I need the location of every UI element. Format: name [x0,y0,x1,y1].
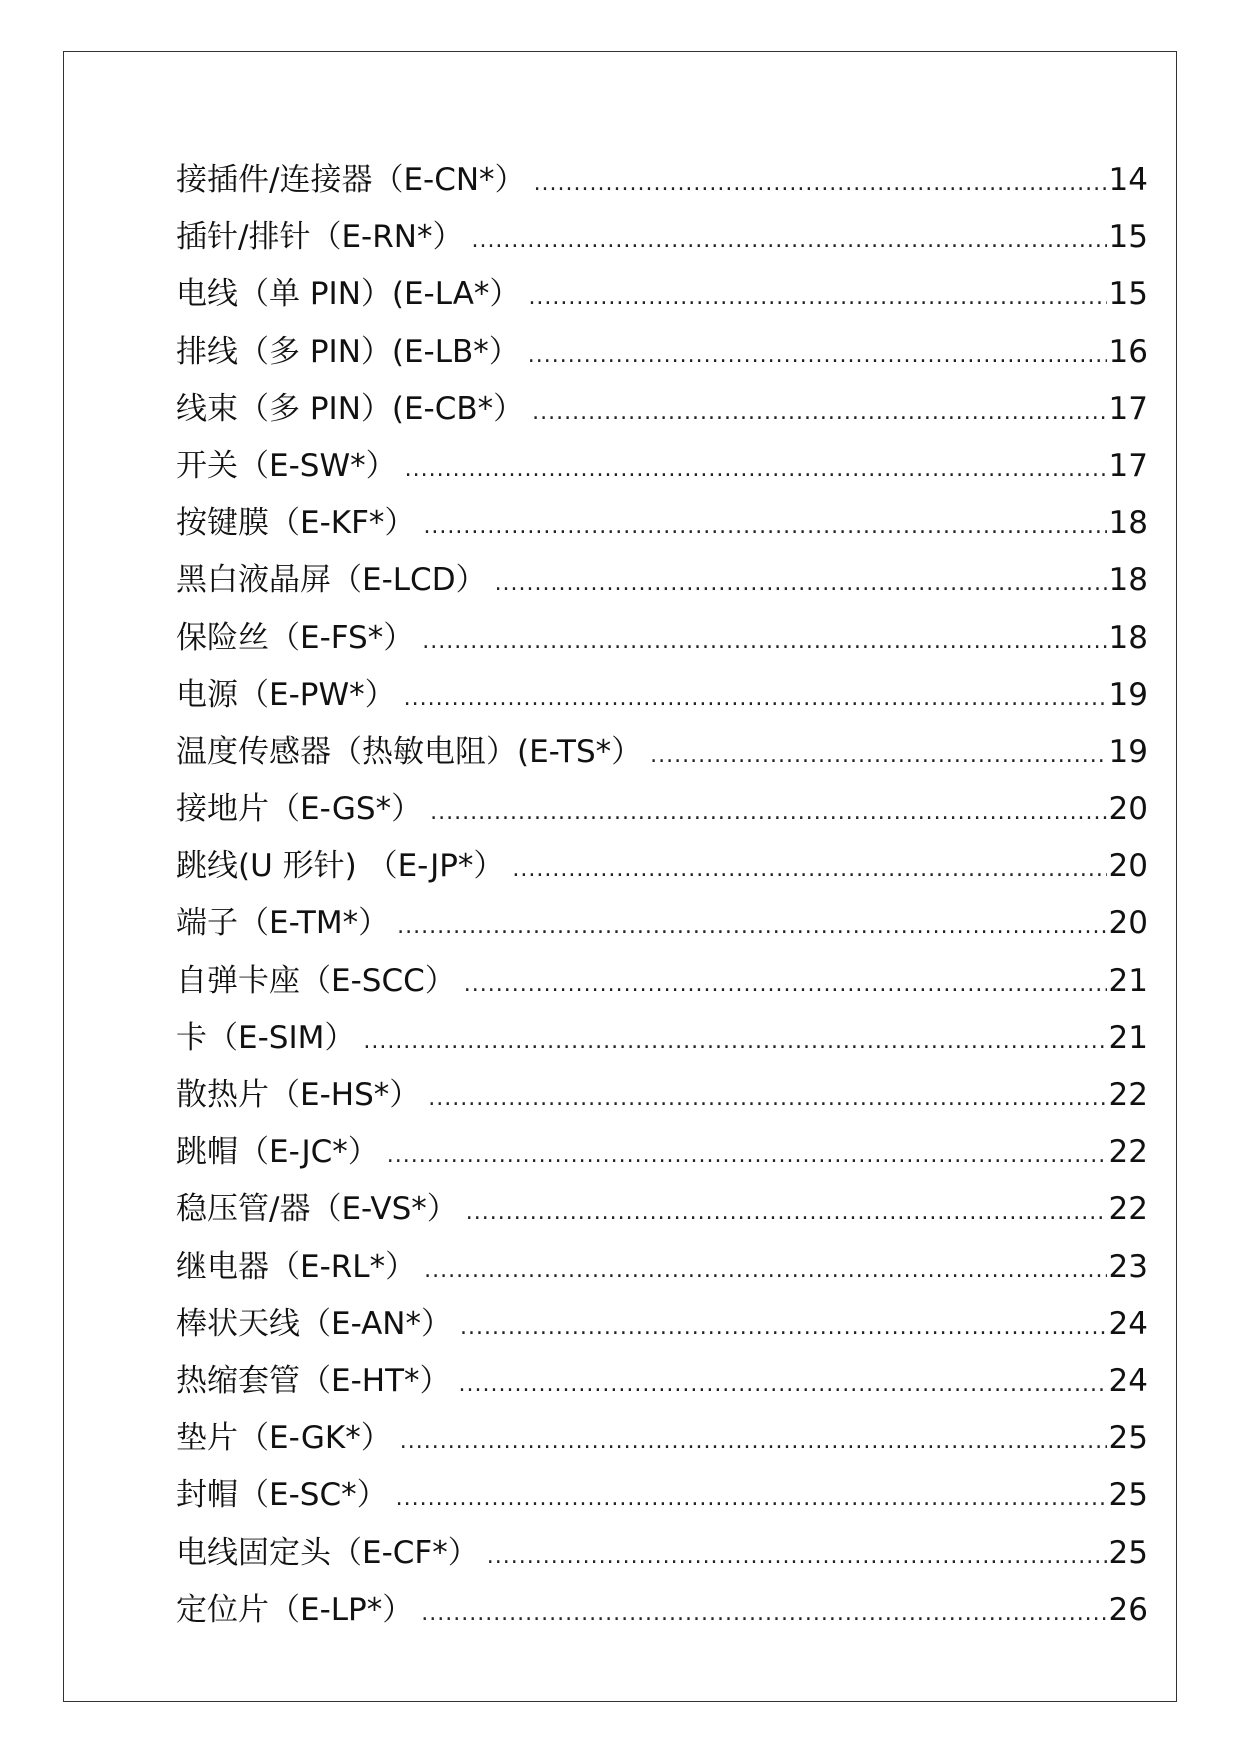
dot-leader [464,956,1107,1013]
toc-entry[interactable] [176,324,1148,381]
toc-entry[interactable] [176,1410,1148,1467]
dot-leader [495,555,1107,612]
dot-leader [424,1242,1106,1299]
toc-entry-title: 按键膜（E-KF*） [176,505,416,542]
toc-entry-page: 16 [1108,333,1148,370]
toc-entry-title: 定位片（E-LP*） [176,1591,414,1628]
dot-leader [471,212,1106,269]
toc-entry-title: 黑白液晶屏（E-LCD） [176,562,487,599]
toc-entry[interactable] [176,1467,1148,1524]
toc-entry[interactable] [176,667,1148,724]
dot-leader [528,269,1106,326]
toc-entry[interactable] [176,953,1148,1010]
toc-entry-title: 散热片（E-HS*） [176,1077,421,1113]
toc-entry-page: 14 [1108,162,1148,198]
toc-entry-title: 端子（E-TM*） [176,905,390,942]
toc-entry-page: 20 [1108,905,1148,942]
toc-entry[interactable] [176,1353,1148,1410]
toc-entry-title: 温度传感器（热敏电阻）(E-TS*） [176,733,643,770]
toc-entry-page: 24 [1108,1305,1148,1342]
toc-entry-title: 电源（E-PW*） [176,676,396,713]
toc-entry-page: 18 [1108,505,1148,542]
dot-leader [534,155,1107,212]
dot-leader [528,327,1107,384]
toc-entry-page: 25 [1108,1477,1148,1514]
toc-entry-title: 稳压管/器（E-VS*） [176,1191,458,1228]
dot-leader [459,1356,1107,1413]
toc-entry[interactable] [176,152,1148,209]
toc-entry[interactable] [176,724,1148,781]
dot-leader [405,441,1107,498]
toc-entry-title: 自弹卡座（E-SCC） [176,962,456,999]
dot-leader [650,727,1106,784]
toc-entry[interactable] [176,1239,1148,1296]
toc-entry[interactable] [176,610,1148,667]
toc-entry[interactable] [176,781,1148,838]
toc-entry[interactable] [176,495,1148,552]
dot-leader [400,1413,1107,1470]
toc-entry-page: 20 [1108,791,1148,828]
toc-entry-title: 电线固定头（E-CF*） [176,1534,479,1571]
toc-entry-title: 跳线(U 形针) （E-JP*） [176,848,505,885]
toc-entry-page: 21 [1108,962,1148,999]
toc-entry-title: 接插件/连接器（E-CN*） [176,162,526,198]
toc-entry-page: 25 [1108,1534,1148,1571]
toc-entry-page: 26 [1108,1591,1148,1628]
toc-entry-title: 棒状天线（E-AN*） [176,1305,452,1342]
toc-entry[interactable] [176,1067,1148,1124]
toc-entry-title: 电线（单 PIN）(E-LA*） [176,276,521,313]
dot-leader [512,841,1106,898]
dot-leader [423,498,1106,555]
toc-entry-page: 22 [1108,1077,1148,1113]
toc-entry[interactable] [176,381,1148,438]
toc-entry-title: 接地片（E-GS*） [176,791,423,828]
toc-entry-title: 热缩套管（E-HT*） [176,1362,451,1399]
toc-entry-title: 保险丝（E-FS*） [176,619,415,656]
toc-entry[interactable] [176,1582,1148,1639]
toc-entry[interactable] [176,266,1148,323]
toc-entry-title: 开关（E-SW*） [176,447,397,484]
toc-entry-page: 15 [1108,276,1148,313]
toc-entry[interactable] [176,895,1148,952]
toc-entry-title: 卡（E-SIM） [176,1019,356,1056]
toc-entry[interactable] [176,209,1148,266]
toc-entry-title: 线束（多 PIN）(E-CB*） [176,390,525,427]
dot-leader [404,670,1107,727]
toc-entry-title: 跳帽（E-JC*） [176,1134,379,1171]
toc-entry-page: 23 [1108,1248,1148,1285]
dot-leader [422,613,1106,670]
toc-entry-page: 20 [1108,848,1148,885]
dot-leader [363,1013,1106,1070]
toc-entry[interactable] [176,1296,1148,1353]
toc-entry-page: 22 [1108,1191,1148,1228]
toc-entry[interactable] [176,438,1148,495]
dot-leader [466,1184,1107,1241]
dot-leader [430,784,1106,841]
toc-entry-page: 21 [1108,1019,1148,1056]
toc-entry-page: 15 [1108,219,1148,256]
toc-entry-title: 排线（多 PIN）(E-LB*） [176,333,520,370]
dot-leader [387,1127,1107,1184]
dot-leader [396,1470,1107,1527]
toc-entry[interactable] [176,1124,1148,1181]
table-of-contents [176,152,1148,1639]
toc-entry-page: 17 [1108,447,1148,484]
toc-entry-title: 封帽（E-SC*） [176,1477,388,1514]
toc-entry-page: 22 [1108,1134,1148,1171]
toc-entry[interactable] [176,1181,1148,1238]
toc-entry[interactable] [176,838,1148,895]
toc-entry-page: 19 [1108,733,1148,770]
dot-leader [428,1070,1106,1127]
toc-entry[interactable] [176,1010,1148,1067]
dot-leader [532,384,1106,441]
toc-entry[interactable] [176,1525,1148,1582]
toc-entry-title: 垫片（E-GK*） [176,1420,392,1457]
toc-entry-page: 19 [1108,676,1148,713]
dot-leader [421,1585,1106,1642]
toc-entry-page: 24 [1108,1362,1148,1399]
toc-entry-page: 18 [1108,562,1148,599]
toc-entry-title: 继电器（E-RL*） [176,1248,417,1285]
toc-entry-title: 插针/排针（E-RN*） [176,219,464,256]
dot-leader [460,1299,1107,1356]
dot-leader [397,898,1106,955]
toc-entry[interactable] [176,552,1148,609]
toc-entry-page: 25 [1108,1420,1148,1457]
toc-entry-page: 18 [1108,619,1148,656]
dot-leader [487,1528,1107,1585]
toc-entry-page: 17 [1108,390,1148,427]
